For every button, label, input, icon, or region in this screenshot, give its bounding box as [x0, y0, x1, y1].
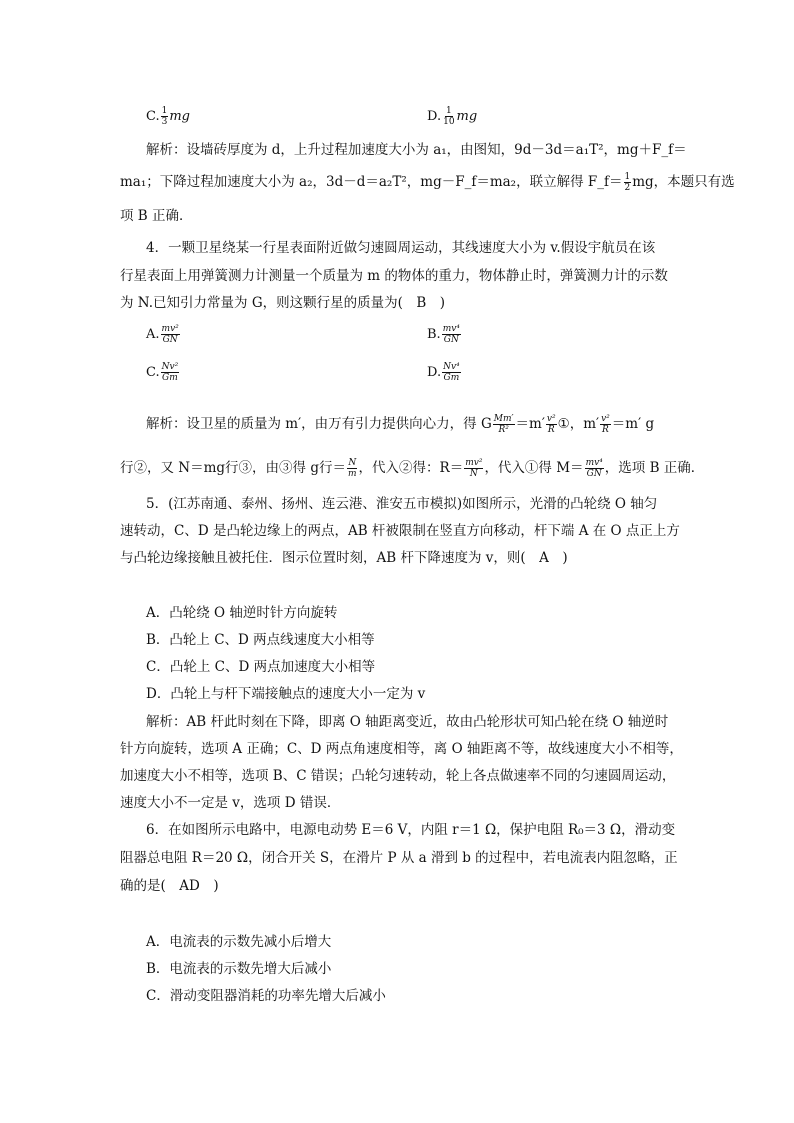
- fraction-denominator: GN: [586, 469, 602, 479]
- q4-stem-line-3: 为 N.已知引力常量为 G，则这颗行星的质量为( B ): [120, 295, 446, 311]
- q3-option-d: [427, 106, 477, 127]
- fraction: [161, 362, 180, 383]
- q4-option-d: [427, 362, 462, 383]
- q5-option-d: D．凸轮上与杆下端接触点的速度大小一定为 v: [146, 686, 426, 702]
- fraction: [347, 458, 358, 479]
- option-prefix: C.: [146, 109, 160, 124]
- text-run: ＝m′ g: [611, 416, 655, 432]
- fraction: [161, 106, 169, 127]
- fraction: [585, 458, 604, 479]
- q5-solution-line-1: 解析：AB 杆此时刻在下降，即离 O 轴距离变近，故由凸轮形状可知凸轮在绕 O 轴逆时: [146, 714, 669, 730]
- fraction-denominator: 10: [443, 117, 455, 127]
- fraction: [624, 172, 632, 193]
- fraction-denominator: R: [602, 425, 609, 435]
- q3-solution-line-3: 项 B 正确．: [120, 208, 193, 224]
- q6-option-b: B．电流表的示数先增大后减小: [146, 961, 332, 977]
- q4-stem-line-1: 4．一颗卫星绕某一行星表面附近做匀速圆周运动，其线速度大小为 v.假设宇航员在该: [146, 240, 656, 256]
- option-prefix: C.: [146, 365, 160, 380]
- option-suffix: mg: [169, 109, 191, 124]
- fraction-denominator: m: [347, 469, 357, 479]
- q4-option-c: [146, 362, 180, 383]
- q3-option-c: [146, 106, 190, 127]
- q3-solution-line-1: 解析：设墙砖厚度为 d，上升过程加速度大小为 a₁，由图知，9d－3d＝a₁T²，mg＋F_f＝: [146, 142, 687, 158]
- q5-stem-line-1: 5．(江苏南通、泰州、扬州、连云港、淮安五市模拟)如图所示，光滑的凸轮绕 O 轴匀: [146, 496, 658, 512]
- fraction-numerator: 1: [445, 106, 452, 116]
- fraction-denominator: Gm: [162, 373, 178, 383]
- option-prefix: D.: [427, 109, 442, 124]
- q5-stem-line-2: 速转动，C、D 是凸轮边缘上的两点，AB 杆被限制在竖直方向移动，杆下端 A 在 O 点正上方: [120, 523, 680, 539]
- q6-stem-line-1: 6．在如图所示电路中，电源电动势 E＝6 V，内阻 r＝1 Ω，保护电阻 R₀＝3 Ω，滑动变: [146, 822, 676, 838]
- q6-stem-line-2: 阻器总电阻 R＝20 Ω，闭合开关 S，在滑片 P 从 a 滑到 b 的过程中，若电流表内阻忽略，正: [120, 850, 678, 866]
- fraction-denominator: R²: [498, 425, 509, 435]
- fraction-denominator: 2: [624, 183, 631, 193]
- fraction: [442, 362, 461, 383]
- fraction: [600, 414, 611, 435]
- fraction-numerator: N: [348, 458, 357, 468]
- q5-solution-line-3: 加速度大小不相等，选项 B、C 错误；凸轮匀速转动，轮上各点做速率不同的匀速圆周运动，: [120, 768, 676, 784]
- fraction-numerator: Nv²: [161, 362, 179, 372]
- q6-stem-line-3: 确的是( AD ): [120, 878, 219, 894]
- fraction-numerator: Mm′: [493, 414, 514, 424]
- text-run: ①，m′: [557, 416, 600, 432]
- fraction-denominator: R: [547, 425, 555, 435]
- text-run: mg，本题只有选: [632, 174, 735, 190]
- q6-option-c: C．滑动变阻器消耗的功率先增大后减小: [146, 988, 386, 1004]
- fraction-denominator: Gm: [443, 373, 460, 383]
- fraction: [442, 324, 461, 345]
- fraction: [493, 414, 515, 435]
- fraction-numerator: mv⁴: [585, 458, 603, 468]
- q5-solution-line-2: 针方向旋转，选项 A 正确；C、D 两点角速度相等，离 O 轴距离不等，故线速度大小不相等，: [120, 741, 683, 757]
- q5-stem-line-3: 与凸轮边缘接触且被托住．图示位置时刻，AB 杆下降速度为 v，则( A ): [120, 550, 568, 566]
- text-run: ，代入②得：R＝: [358, 460, 464, 476]
- q4-option-b: [427, 324, 462, 345]
- fraction-numerator: Nv⁴: [443, 362, 460, 372]
- fraction-denominator: GN: [443, 335, 459, 345]
- fraction-numerator: v²: [601, 414, 610, 424]
- text-run: ，选项 B 正确．: [604, 460, 705, 476]
- text-run: 解析：设卫星的质量为 m′，由万有引力提供向心力，得 G: [146, 416, 492, 432]
- fraction-numerator: v²: [546, 414, 556, 424]
- q3-solution-line-2: [120, 172, 735, 193]
- fraction: [546, 414, 557, 435]
- fraction-denominator: 3: [161, 117, 168, 127]
- fraction-denominator: N: [469, 469, 478, 479]
- q4-solution-line-1: [146, 414, 654, 435]
- q4-solution-line-2: [120, 458, 704, 479]
- fraction-numerator: mv²: [161, 324, 179, 334]
- text-run: ＝m′: [515, 416, 545, 432]
- option-suffix: mg: [456, 109, 478, 124]
- option-prefix: A.: [146, 327, 160, 342]
- q4-stem-line-2: 行星表面上用弹簧测力计测量一个质量为 m 的物体的重力，物体静止时，弹簧测力计的示数: [120, 268, 668, 284]
- text-run: ，代入①得 M＝: [484, 460, 584, 476]
- fraction: [161, 324, 180, 345]
- text-run: ma₁；下降过程加速度大小为 a₂，3d－d＝a₂T²，mg－F_f＝ma₂，联立解得 F_f＝: [120, 174, 623, 190]
- fraction-numerator: mv⁴: [442, 324, 460, 334]
- option-prefix: B.: [427, 327, 441, 342]
- fraction-numerator: mv²: [465, 458, 483, 468]
- option-prefix: D.: [427, 365, 442, 380]
- fraction: [464, 458, 483, 479]
- fraction-numerator: 1: [161, 106, 168, 116]
- fraction: [442, 106, 455, 127]
- q6-option-a: A．电流表的示数先减小后增大: [146, 934, 332, 950]
- fraction-denominator: GN: [162, 335, 178, 345]
- text-run: 行②，又 N＝mg行③，由③得 g行＝: [120, 460, 346, 476]
- fraction-numerator: 1: [624, 172, 631, 182]
- q4-option-a: [146, 324, 181, 345]
- q5-option-a: A．凸轮绕 O 轴逆时针方向旋转: [146, 605, 338, 621]
- q5-option-c: C．凸轮上 C、D 两点加速度大小相等: [146, 659, 376, 675]
- q5-solution-line-4: 速度大小不一定是 v，选项 D 错误．: [120, 795, 341, 811]
- q5-option-b: B．凸轮上 C、D 两点线速度大小相等: [146, 632, 375, 648]
